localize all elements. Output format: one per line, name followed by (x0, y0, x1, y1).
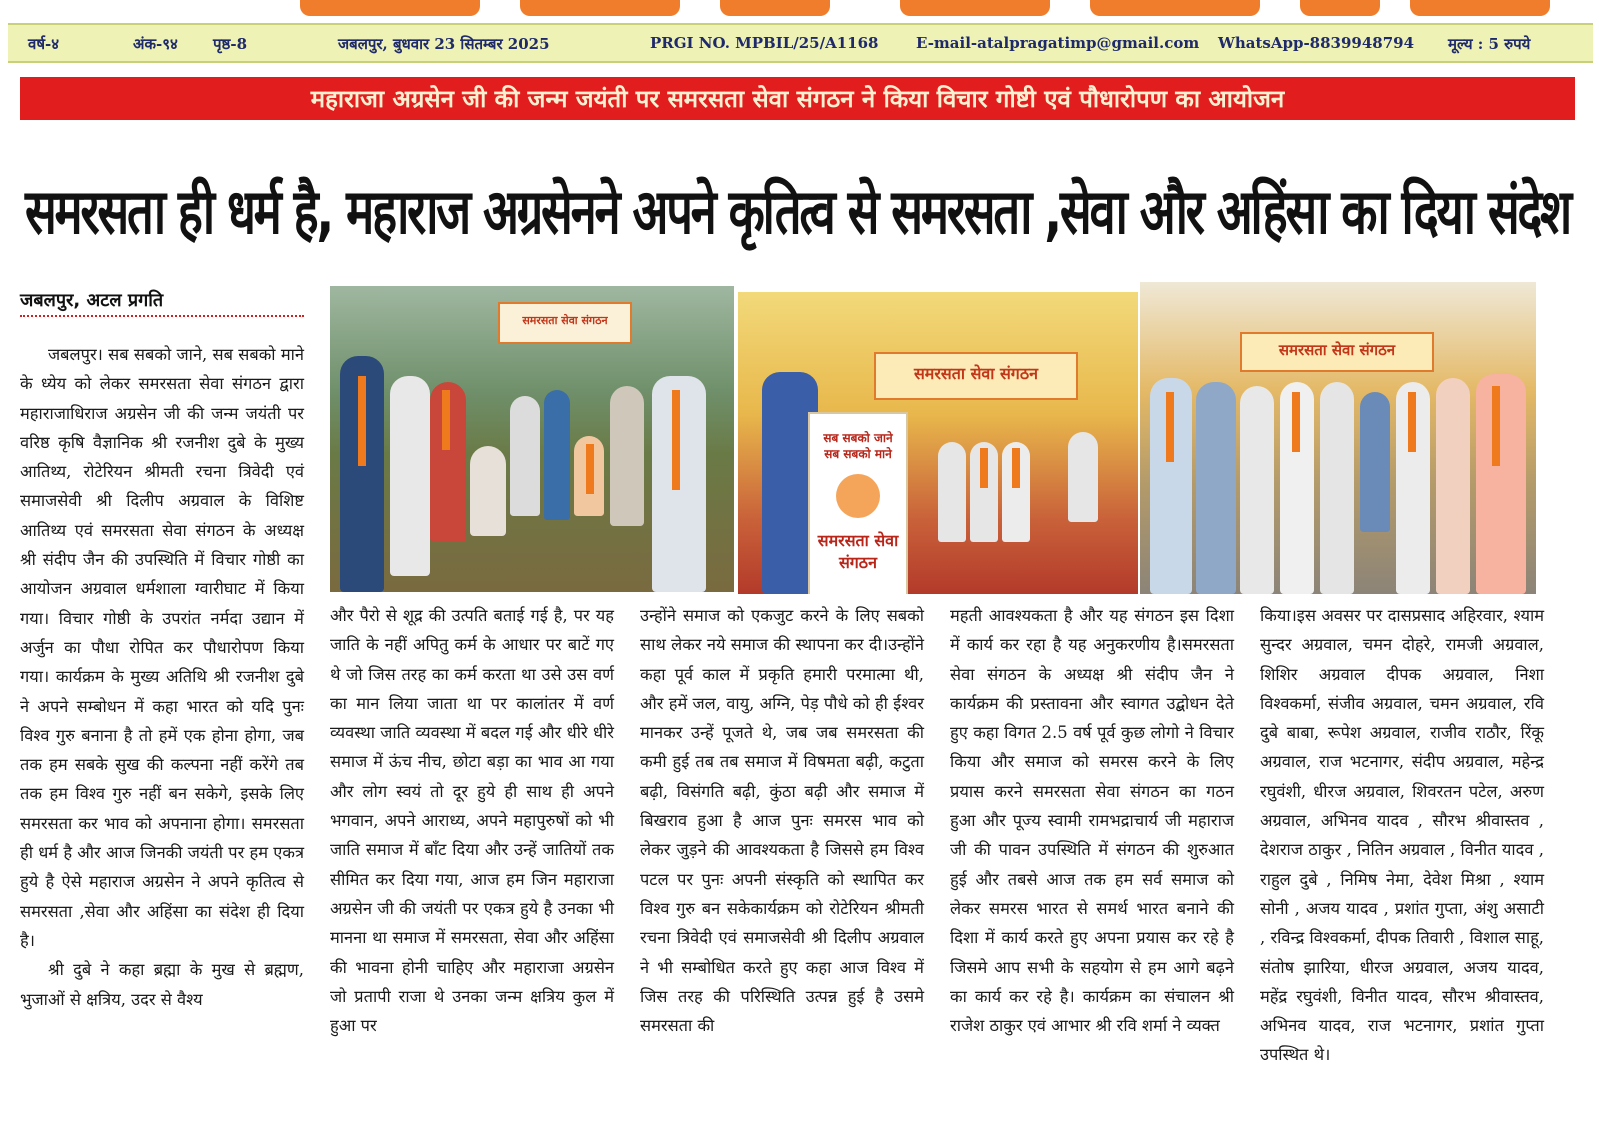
photo-podium (808, 412, 908, 594)
photo-person (938, 442, 966, 542)
masthead-logo-fragment (1410, 0, 1550, 16)
paragraph: श्री दुबे ने कहा ब्रह्मा के मुख से ब्रह्मण, भुजाओं से क्षत्रिय, उदर से वैश्य (20, 960, 304, 1009)
article-column-5 (1260, 601, 1544, 1070)
prgi-number: PRGI NO. MPBIL/25/A1168 (650, 34, 879, 52)
headline: समरसता ही धर्म है, महाराज अग्रसेनने अपने कृतित्व से समरसता ,सेवा और अहिंसा का दिया संदेश (25, 175, 1571, 248)
photo-person (470, 446, 506, 536)
photo-scarf (1012, 448, 1020, 488)
podium-org-name: समरसता सेवा संगठन (817, 531, 899, 572)
paragraph: और पैरो से शूद्र की उत्पति बताई गई है, पर यह जाति के नहीं अपितु कर्म के आधार पर बाटें गए थे जो जिस तरह का कर्म करता था उसे उस वर्ण का मान लिया जाता था पर कालांतर में वर्ण व्यवस्था जाति व्यवस्था में बदल गई और धीरे धीरे समाज में ऊंच नीच, छोटा बड़ा का भाव आ गया और लोग स्वयं तो दूर हुये ही साथ ही अपने भगवान, अपने आराध्य, अपने महापुरुषों को भी जाति समाज में बाँट दिया और उन्हें जातियों तक सीमित कर दिया गया, आज हम जिन महाराजा अग्रसेन जी की जयंती पर एकत्र हुये है उनका भी मानना था समाज में समरसता, सेवा और अहिंसा की भावना होनी चाहिए और महाराजा अग्रसेन जो प्रतापी राजा थे उनका जन्म क्षत्रिय कुल में हुआ पर (330, 606, 614, 1036)
whatsapp-label: WhatsApp-8839948794 (1218, 34, 1415, 52)
byline: जबलपुर, अटल प्रगति (20, 290, 164, 311)
photo-banner: समरसता सेवा संगठन (874, 352, 1078, 400)
photo-person (610, 386, 644, 526)
year-label: वर्ष-४ (28, 35, 60, 53)
photo-scarf (358, 376, 366, 466)
masthead-logo-fragment (720, 0, 830, 16)
photo-scarf (1492, 386, 1500, 466)
article-column-2 (330, 601, 614, 1040)
photo-person (1360, 392, 1390, 532)
kicker-band (20, 77, 1575, 120)
masthead-logo-fragment (1300, 0, 1380, 16)
photo-person (1476, 374, 1526, 594)
dateline: जबलपुर, बुधवार 23 सितम्बर 2025 (338, 35, 550, 53)
photo-scarf (672, 390, 680, 490)
photo-scarf (980, 448, 988, 488)
photo-scarf (1408, 392, 1416, 452)
paragraph: किया।इस अवसर पर दासप्रसाद अहिरवार, श्याम सुन्दर अग्रवाल, चमन दोहरे, रामजी अग्रवाल, शिशिर अग्रवाल दीपक अग्रवाल, निशा विश्वकर्मा, संजीव अग्रवाल, चमन अग्रवाल, रवि दुबे बाबा, रूपेश अग्रवाल, राजीव राठौर, रिंकू अग्रवाल, राज भटनागर, संदीप अग्रवाल, महेन्द्र रघुवंशी, धीरज अग्रवाल, शिवरतन पटेल, अरुण अग्रवाल, अभिनव यादव , सौरभ श्रीवास्तव , देशराज ठाकुर , नितिन अग्रवाल , विनीत यादव , राहुल दुबे , निमिष नेमा, देवेश मिश्रा , श्याम सोनी , अजय यादव , प्रशांत गुप्ता, अंशु असाटी , रविन्द्र विश्वकर्मा, दीपक तिवारी , विशाल साहू, संतोष झारिया, धीरज अग्रवाल, अजय यादव, महेंद्र रघुवंशी, विनीत यादव, सौरभ श्रीवास्तव, अभिनव यादव, राज भटनागर, प्रशांत गुप्ता उपस्थित थे। (1260, 606, 1544, 1065)
headline-container (20, 160, 1575, 260)
podium-slogan: सब सबको जाने सब सबको माने (823, 431, 893, 461)
photo-scarf (1166, 392, 1174, 462)
photo-plantation (330, 286, 734, 592)
masthead-top (0, 0, 1599, 22)
pages-label: पृष्ठ-8 (213, 35, 248, 53)
podium-logo-icon (836, 474, 880, 518)
article-column-1 (20, 340, 304, 1014)
photo-person (544, 390, 570, 520)
paragraph: उन्होंने समाज को एकजुट करने के लिए सबको साथ लेकर नये समाज की स्थापना कर दी।उन्होंने कहा पूर्व काल में प्रकृति हमारी परमात्मा थी, और हमें जल, वायु, अग्नि, पेड़ पौधे को ही ईश्वर मानकर उन्हें पूजते थे, जब जब समरसता की कमी हुई तब तब समाज में विषमता बढ़ी, कटुता बढ़ी, विसंगति बढ़ी, कुंठा बढ़ी और समाज में बिखराव हुआ है आज पुनः समरस भाव को लेकर जुड़ने की आवश्यकता है जिससे हम विश्व पटल पर पुनः अपनी संस्कृति को स्थापित कर विश्व गुरु बन सकेकार्यक्रम को रोटेरियन श्रीमती रचना त्रिवेदी एवं समाजसेवी श्री दिलीप अग्रवाल ने भी सम्बोधित करते हुए कहा आज विश्व में जिस तरह की परिस्थिति उत्पन्न हुई है उसमे समरसता की (640, 606, 924, 1036)
photo-person (390, 376, 430, 576)
kicker-text: महाराजा अग्रसेन जी की जन्म जयंती पर समरसता सेवा संगठन ने किया विचार गोष्टी एवं पौधारोपण का आयोजन (310, 85, 1285, 113)
masthead-logo-fragment (520, 0, 680, 16)
photo-person (1240, 386, 1274, 594)
article-column-3 (640, 601, 924, 1040)
masthead-logo-fragment (1090, 0, 1260, 16)
byline-rule (20, 315, 304, 317)
paragraph: जबलपुर। सब सबको जाने, सब सबको माने के ध्येय को लेकर समरसता सेवा संगठन द्वारा महाराजाधिराज अग्रसेन जी की जन्म जयंती पर वरिष्ठ कृषि वैज्ञानिक श्री रजनीश दुबे के मुख्य आतिथ्य, रोटेरियन श्रीमती रचना त्रिवेदी एवं समाजसेवी श्री दिलीप अग्रवाल के विशिष्ट आतिथ्य एवं समरसता सेवा संगठन के अध्यक्ष श्री संदीप जैन की उपस्थिति में विचार गोष्ठी का आयोजन अग्रवाल धर्मशाला ग्वारीघाट में किया गया। विचार गोष्ठी के उपरांत नर्मदा उद्यान में अर्जुन का पौधा रोपित कर पौधारोपण किया गया। कार्यक्रम के मुख्य अतिथि श्री रजनीश दुबे ने अपने सम्बोधन में कहा भारत को यदि पुनः विश्व गुरु बनाना है तो हमें एक होना होगा, जब तक हम सबके सुख की कल्पना नहीं करेंगे तब तक हम विश्व गुरु नहीं बन सकेगे, इसके लिए समरसता कर भाव को अपनाना होगा। समरसता ही धर्म है और आज जिनकी जयंती पर हम एकत्र हुये है ऐसे महाराज अग्रसेन ने अपने कृतित्व से समरसता ,सेवा और अहिंसा का संदेश ही दिया है। (20, 345, 304, 950)
photo-scarf (586, 444, 594, 494)
masthead-info-bar (8, 23, 1593, 63)
photo-person (1068, 432, 1098, 522)
price-label: मूल्य : 5 रुपये (1448, 35, 1531, 53)
photo-scarf (442, 390, 450, 450)
photo-person (1436, 378, 1470, 594)
article-column-4 (950, 601, 1234, 1040)
email-label: E-mail-atalpragatimp@gmail.com (916, 34, 1200, 52)
photo-person (1196, 382, 1236, 594)
photo-group (1140, 282, 1536, 594)
photo-banner: समरसता सेवा संगठन (1240, 332, 1434, 372)
photo-scarf (1292, 392, 1300, 452)
paragraph: महती आवश्यकता है और यह संगठन इस दिशा में कार्य कर रहा है यह अनुकरणीय है।समरसता सेवा संगठन के अध्यक्ष श्री संदीप जैन ने कार्यक्रम की प्रस्तावना और स्वागत उद्बोधन देते हुए कहा विगत 2.5 वर्ष पूर्व कुछ लोगो ने विचार किया और समाज को समरस करने के लिए प्रयास करने समरसता सेवा संगठन का गठन हुआ और पूज्य स्वामी रामभद्राचार्य जी महाराज जी की पावन उपस्थिति में संगठन की शुरुआत हुई और तबसे आज तक हम सर्व समाज को लेकर समरस भारत से समर्थ भारत बनाने की दिशा में कार्य करते हुए अपना प्रयास कर रहे है जिसमे आप सभी के सहयोग से हम आगे बढ़ने का कार्य कर रहे है। कार्यक्रम का संचालन श्री राजेश ठाकुर एवं आभार श्री रवि शर्मा ने व्यक्त (950, 606, 1234, 1036)
masthead-logo-fragment (300, 0, 480, 16)
issue-label: अंक-९४ (133, 35, 178, 53)
masthead-logo-fragment (900, 0, 1050, 16)
photo-person (1320, 382, 1354, 594)
photo-banner: समरसता सेवा संगठन (498, 302, 632, 344)
photo-person (510, 396, 540, 516)
photo-speaker (738, 292, 1138, 594)
